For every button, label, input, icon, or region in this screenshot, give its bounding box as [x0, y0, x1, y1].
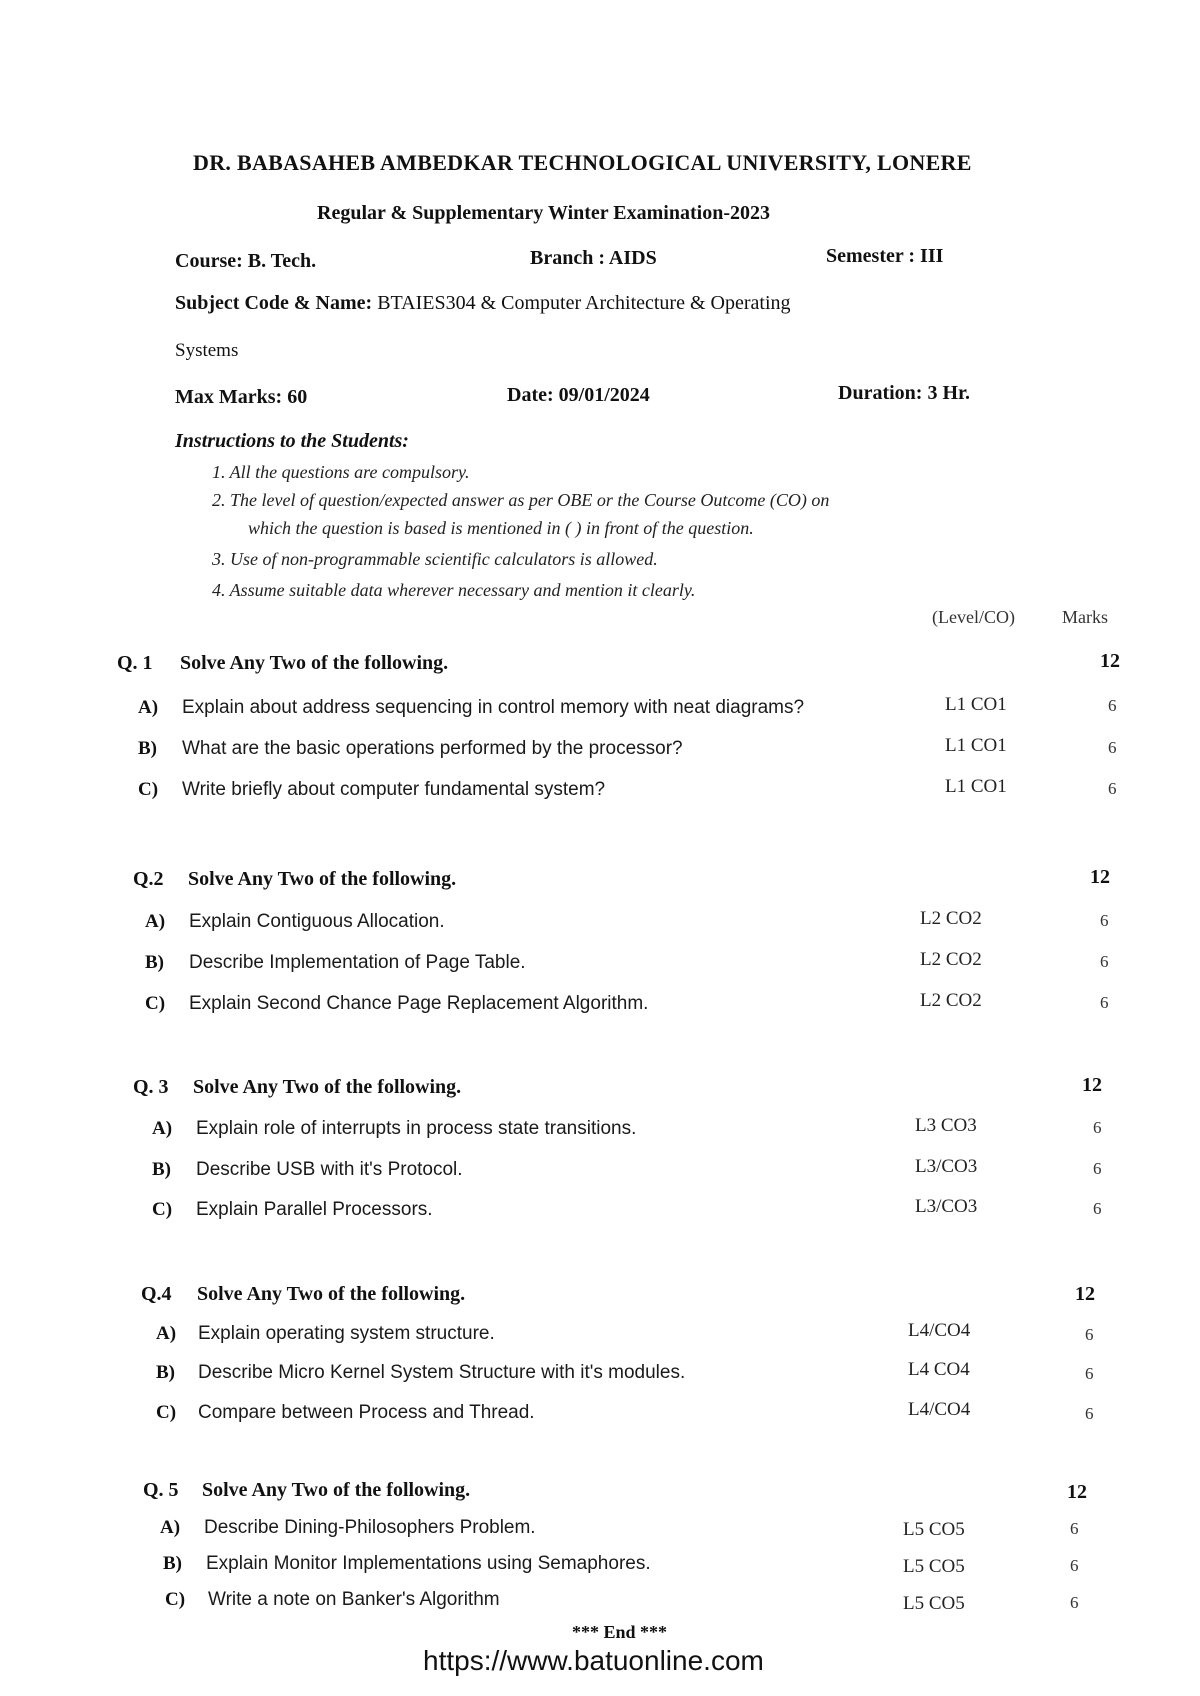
sub-marks: 6	[1070, 1556, 1079, 1575]
sub-question-text: Explain Contiguous Allocation.	[189, 911, 445, 932]
branch-label: Branch : AIDS	[530, 247, 657, 269]
max-marks: Max Marks: 60	[175, 386, 308, 408]
sub-marks: 6	[1093, 1199, 1102, 1218]
sub-question-text: Explain operating system structure.	[198, 1323, 495, 1344]
level-co: L4 CO4	[908, 1359, 970, 1380]
sub-question-text: Write a note on Banker's Algorithm	[208, 1589, 500, 1610]
subject-continued: Systems	[175, 340, 239, 361]
sub-marks: 6	[1093, 1159, 1102, 1178]
sub-marks: 6	[1093, 1118, 1102, 1137]
level-co: L1 CO1	[945, 735, 1007, 756]
sub-marks: 6	[1070, 1519, 1079, 1538]
sub-marks: 6	[1085, 1404, 1094, 1423]
sub-question-text: Describe Micro Kernel System Structure with it's modules.	[198, 1362, 686, 1383]
sub-question-label: A)	[160, 1517, 181, 1538]
level-co: L3/CO3	[915, 1196, 978, 1217]
sub-question-text: Describe Dining-Philosophers Problem.	[204, 1517, 536, 1538]
question-number: Q. 1	[117, 652, 153, 674]
level-co: L4/CO4	[908, 1320, 971, 1341]
question-number: Q.4	[141, 1283, 172, 1305]
instruction-item: which the question is based is mentioned in ( ) in front of the question.	[248, 518, 754, 538]
question-title: Solve Any Two of the following.	[197, 1283, 466, 1305]
source-url[interactable]: https://www.batuonline.com	[423, 1645, 764, 1676]
sub-question-label: B)	[145, 952, 164, 973]
instruction-item: 2. The level of question/expected answer as per OBE or the Course Outcome (CO) on	[212, 490, 830, 510]
question-marks: 12	[1100, 650, 1120, 672]
level-co-header: (Level/CO)	[932, 607, 1015, 627]
sub-question-label: A)	[138, 697, 159, 718]
question-title: Solve Any Two of the following.	[193, 1076, 462, 1098]
level-co: L5 CO5	[903, 1519, 965, 1540]
sub-question-label: C)	[145, 993, 166, 1014]
sub-question-text: Explain Monitor Implementations using Semaphores.	[206, 1553, 651, 1574]
sub-question-text: Explain Parallel Processors.	[196, 1199, 433, 1220]
level-co: L2 CO2	[920, 908, 982, 929]
subject-value: BTAIES304 & Computer Architecture & Operating	[377, 292, 791, 314]
level-co: L3/CO3	[915, 1156, 978, 1177]
question-number: Q. 5	[143, 1479, 179, 1501]
level-co: L3 CO3	[915, 1115, 977, 1136]
sub-question-text: Write briefly about computer fundamental system?	[182, 779, 606, 800]
sub-question-text: Compare between Process and Thread.	[198, 1402, 535, 1423]
sub-marks: 6	[1085, 1364, 1094, 1383]
question-title: Solve Any Two of the following.	[202, 1479, 471, 1501]
sub-marks: 6	[1085, 1325, 1094, 1344]
instruction-item: 1. All the questions are compulsory.	[212, 462, 470, 482]
exam-date: Date: 09/01/2024	[507, 384, 650, 406]
sub-question-text: Describe Implementation of Page Table.	[189, 952, 526, 973]
question-marks: 12	[1075, 1283, 1095, 1305]
marks-header: Marks	[1062, 607, 1108, 627]
question-number: Q.2	[133, 868, 164, 890]
level-co: L2 CO2	[920, 990, 982, 1011]
sub-question-label: A)	[152, 1118, 173, 1139]
sub-question-label: A)	[145, 911, 166, 932]
sub-question-label: B)	[163, 1553, 182, 1574]
question-title: Solve Any Two of the following.	[188, 868, 457, 890]
semester-label: Semester : III	[826, 245, 944, 267]
sub-question-text: Explain role of interrupts in process state transitions.	[196, 1118, 637, 1139]
sub-question-label: C)	[138, 779, 159, 800]
sub-question-label: B)	[152, 1159, 171, 1180]
level-co: L4/CO4	[908, 1399, 971, 1420]
sub-marks: 6	[1070, 1593, 1079, 1612]
level-co: L1 CO1	[945, 776, 1007, 797]
sub-question-text: Explain Second Chance Page Replacement Algorithm.	[189, 993, 649, 1014]
sub-marks: 6	[1108, 696, 1117, 715]
instruction-item: 3. Use of non-programmable scientific calculators is allowed.	[212, 549, 658, 569]
question-title: Solve Any Two of the following.	[180, 652, 449, 674]
sub-marks: 6	[1108, 779, 1117, 798]
subject-line	[175, 292, 791, 315]
end-marker: *** End ***	[572, 1622, 668, 1642]
sub-marks: 6	[1100, 952, 1109, 971]
question-marks: 12	[1067, 1481, 1087, 1503]
sub-question-text: What are the basic operations performed by the processor?	[182, 738, 683, 759]
exam-title: Regular & Supplementary Winter Examination-2023	[317, 202, 770, 224]
sub-question-label: C)	[152, 1199, 173, 1220]
subject-label: Subject Code & Name:	[175, 292, 373, 314]
instruction-item: 4. Assume suitable data wherever necessary and mention it clearly.	[212, 580, 696, 600]
sub-question-label: C)	[165, 1589, 186, 1610]
question-marks: 12	[1090, 866, 1110, 888]
course-label: Course: B. Tech.	[175, 250, 317, 272]
exam-duration: Duration: 3 Hr.	[838, 382, 971, 404]
sub-question-label: B)	[138, 738, 157, 759]
sub-marks: 6	[1100, 911, 1109, 930]
sub-question-text: Describe USB with it's Protocol.	[196, 1159, 463, 1180]
level-co: L5 CO5	[903, 1556, 965, 1577]
sub-question-label: A)	[156, 1323, 177, 1344]
sub-question-label: C)	[156, 1402, 177, 1423]
sub-question-text: Explain about address sequencing in control memory with neat diagrams?	[182, 697, 805, 718]
sub-marks: 6	[1108, 738, 1117, 757]
level-co: L1 CO1	[945, 694, 1007, 715]
sub-marks: 6	[1100, 993, 1109, 1012]
level-co: L5 CO5	[903, 1593, 965, 1614]
instructions-title: Instructions to the Students:	[175, 430, 409, 452]
question-marks: 12	[1082, 1074, 1102, 1096]
sub-question-label: B)	[156, 1362, 175, 1383]
question-number: Q. 3	[133, 1076, 169, 1098]
level-co: L2 CO2	[920, 949, 982, 970]
university-name: DR. BABASAHEB AMBEDKAR TECHNOLOGICAL UNIVERSITY, LONERE	[193, 150, 972, 175]
